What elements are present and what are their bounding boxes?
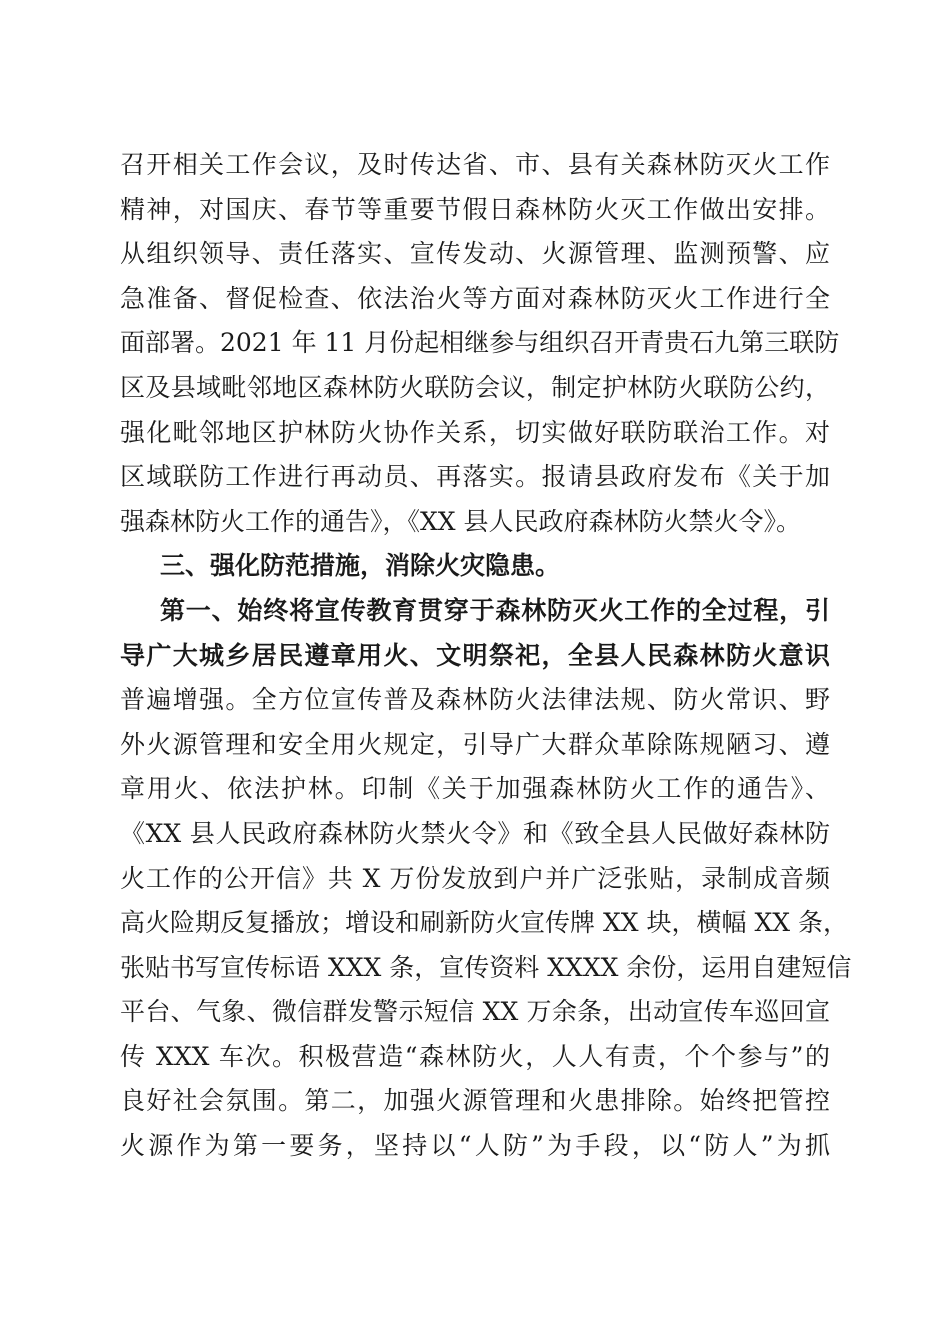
paragraph-line: 导广大城乡居民遵章用火、文明祭祀，全县人民森林防火意识 — [120, 640, 830, 670]
paragraph-line: 《XX 县人民政府森林防火禁火令》和《致全县人民做好森林防 — [120, 818, 830, 848]
paragraph-line: 面部署。2021 年 11 月份起相继参与组织召开青贵石九第三联防 — [120, 328, 840, 358]
paragraph-line: 普遍增强。全方位宣传普及森林防火法律法规、防火常识、野 — [120, 685, 830, 715]
paragraph-line: 外火源管理和安全用火规定，引导广大群众革除陈规陋习、遵 — [120, 729, 830, 759]
paragraph-line: 传 XXX 车次。积极营造“森林防火，人人有责，个个参与”的 — [120, 1041, 830, 1071]
paragraph-line: 张贴书写宣传标语 XXX 条，宣传资料 XXXX 余份，运用自建短信 — [120, 952, 852, 982]
paragraph-line: 召开相关工作会议，及时传达省、市、县有关森林防灭火工作 — [120, 150, 830, 179]
paragraph-line: 强森林防火工作的通告》，《XX 县人民政府森林防火禁火令》。 — [120, 506, 802, 536]
paragraph-line: 从组织领导、责任落实、宣传发动、火源管理、监测预警、应 — [120, 239, 830, 269]
document-body — [120, 143, 852, 1169]
paragraph-line: 火源作为第一要务，坚持以“人防”为手段，以“防人”为抓 — [120, 1131, 830, 1161]
paragraph-line: 火工作的公开信》共 X 万份发放到户并广泛张贴，录制成音频 — [120, 863, 830, 893]
paragraph-line: 区域联防工作进行再动员、再落实。报请县政府发布《关于加 — [120, 462, 830, 492]
paragraph-line: 第一、始终将宣传教育贯穿于森林防灭火工作的全过程，引 — [160, 595, 830, 625]
paragraph-line: 强化毗邻地区护林防火协作关系，切实做好联防联治工作。对 — [120, 417, 830, 447]
paragraph-line: 高火险期反复播放；增设和刷新防火宣传牌 XX 块，横幅 XX 条， — [120, 908, 848, 938]
paragraph-line: 章用火、依法护林。印制《关于加强森林防火工作的通告》、 — [120, 774, 830, 804]
paragraph-line: 急准备、督促检查、依法治火等方面对森林防灭火工作进行全 — [120, 283, 830, 313]
paragraph-line: 精神，对国庆、春节等重要节假日森林防火灭工作做出安排。 — [120, 194, 830, 224]
paragraph-line: 平台、气象、微信群发警示短信 XX 万余条，出动宣传车巡回宣 — [120, 997, 830, 1027]
paragraph-line: 区及县域毗邻地区森林防火联防会议，制定护林防火联防公约， — [120, 372, 830, 402]
paragraph-line: 良好社会氛围。第二，加强火源管理和火患排除。始终把管控 — [120, 1086, 830, 1116]
section-heading: 三、强化防范措施，消除火灾隐患。 — [160, 551, 561, 581]
